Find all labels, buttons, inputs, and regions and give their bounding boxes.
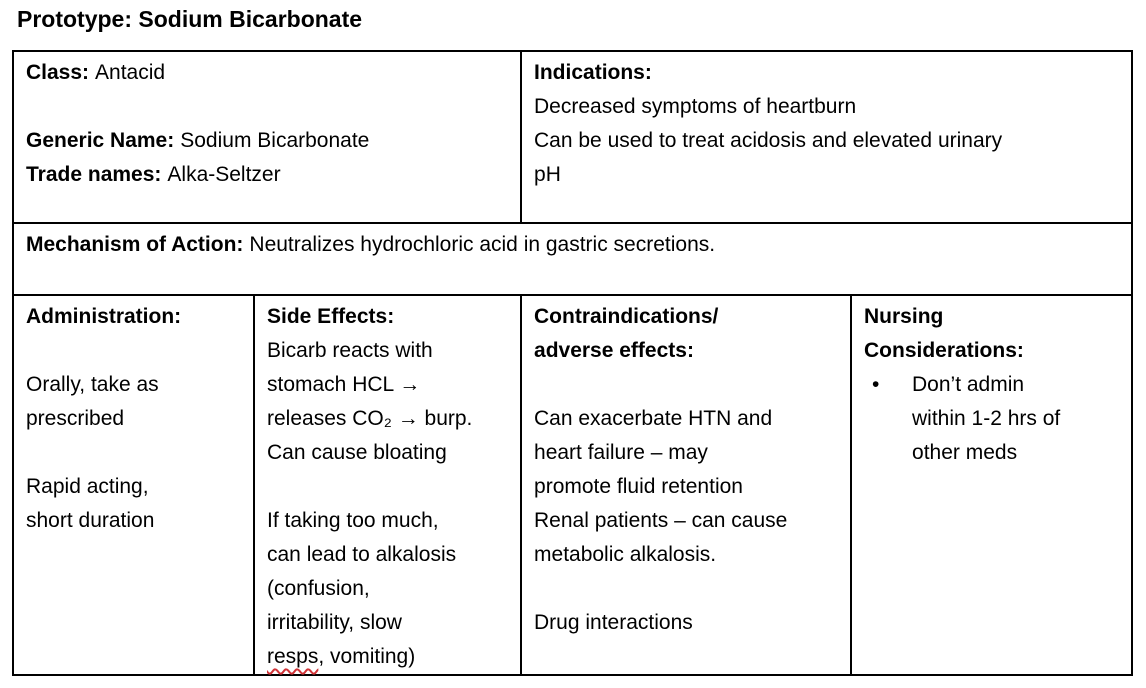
row-mechanism bbox=[13, 223, 1132, 295]
bullet-list-item bbox=[864, 368, 1119, 470]
generic-name-line bbox=[26, 124, 508, 158]
side-effects-last-line bbox=[267, 640, 508, 674]
text-line: irritability, slow bbox=[267, 611, 402, 634]
text-line: stomach HCL → bbox=[267, 373, 421, 396]
blank-line bbox=[267, 470, 508, 504]
text-line: Can cause bloating bbox=[267, 441, 447, 464]
text-line: Bicarb reacts with bbox=[267, 339, 433, 362]
side-effects-last-line-rest: , vomiting) bbox=[318, 645, 416, 668]
text-line: within 1-2 hrs of bbox=[912, 407, 1061, 430]
nursing-heading-line2: Considerations: bbox=[864, 339, 1024, 362]
text-line: heart failure – may bbox=[534, 441, 708, 464]
text-line: Can be used to treat acidosis and elevated urinary bbox=[534, 129, 1003, 152]
class-cell bbox=[13, 51, 521, 223]
drug-prototype-table bbox=[12, 50, 1133, 676]
mechanism-cell bbox=[13, 223, 1132, 295]
text-line: Don’t admin bbox=[912, 373, 1025, 396]
indications-text bbox=[534, 90, 1119, 192]
text-line: If taking too much, bbox=[267, 509, 439, 532]
nursing-considerations-cell bbox=[851, 295, 1132, 675]
class-line bbox=[26, 56, 508, 90]
trade-names-value: Alka-Seltzer bbox=[167, 163, 281, 186]
administration-cell bbox=[13, 295, 254, 675]
text-line: Drug interactions bbox=[534, 611, 693, 634]
text-line: other meds bbox=[912, 441, 1018, 464]
side-effects-heading: Side Effects: bbox=[267, 305, 395, 328]
blank-line bbox=[26, 334, 241, 368]
text-line: short duration bbox=[26, 509, 155, 532]
text-line: Renal patients – can cause bbox=[534, 509, 788, 532]
text-line: prescribed bbox=[26, 407, 125, 430]
indications-heading: Indications: bbox=[534, 61, 652, 84]
text-line: metabolic alkalosis. bbox=[534, 543, 717, 566]
trade-names-label: Trade names: bbox=[26, 163, 162, 186]
trade-names-line bbox=[26, 158, 508, 192]
mechanism-line bbox=[26, 228, 1119, 262]
text-line: Rapid acting, bbox=[26, 475, 149, 498]
generic-name-label: Generic Name: bbox=[26, 129, 175, 152]
document-title: Prototype: Sodium Bicarbonate bbox=[17, 6, 363, 32]
text-line: Orally, take as bbox=[26, 373, 159, 396]
blank-line bbox=[26, 436, 241, 470]
side-effects-text bbox=[267, 334, 508, 640]
mechanism-value: Neutralizes hydrochloric acid in gastric secretions. bbox=[249, 233, 716, 256]
administration-text bbox=[26, 334, 241, 538]
indications-cell bbox=[521, 51, 1132, 223]
contraindications-heading-line1: Contraindications/ bbox=[534, 305, 719, 328]
class-label: Class: bbox=[26, 61, 90, 84]
contraindications-cell bbox=[521, 295, 851, 675]
blank-line bbox=[534, 368, 838, 402]
contraindications-text bbox=[534, 368, 838, 640]
text-line: Can exacerbate HTN and bbox=[534, 407, 773, 430]
text-line: can lead to alkalosis bbox=[267, 543, 457, 566]
mechanism-label: Mechanism of Action: bbox=[26, 233, 244, 256]
nursing-heading-line1: Nursing bbox=[864, 305, 944, 328]
row-details bbox=[13, 295, 1132, 675]
row-class-indications bbox=[13, 51, 1132, 223]
side-effects-cell bbox=[254, 295, 521, 675]
text-line: (confusion, bbox=[267, 577, 370, 600]
class-value: Antacid bbox=[95, 61, 166, 84]
blank-line bbox=[534, 572, 838, 606]
administration-heading: Administration: bbox=[26, 305, 182, 328]
blank-line bbox=[26, 90, 508, 124]
text-line: Decreased symptoms of heartburn bbox=[534, 95, 857, 118]
text-line: releases CO₂ → burp. bbox=[267, 407, 473, 430]
generic-name-value: Sodium Bicarbonate bbox=[180, 129, 370, 152]
text-line: promote fluid retention bbox=[534, 475, 743, 498]
contraindications-heading-line2: adverse effects: bbox=[534, 339, 694, 362]
bullet-item-text bbox=[912, 368, 1060, 470]
text-line: pH bbox=[534, 163, 561, 186]
misspelled-word: resps bbox=[267, 645, 319, 668]
bullet-icon: • bbox=[872, 373, 880, 396]
